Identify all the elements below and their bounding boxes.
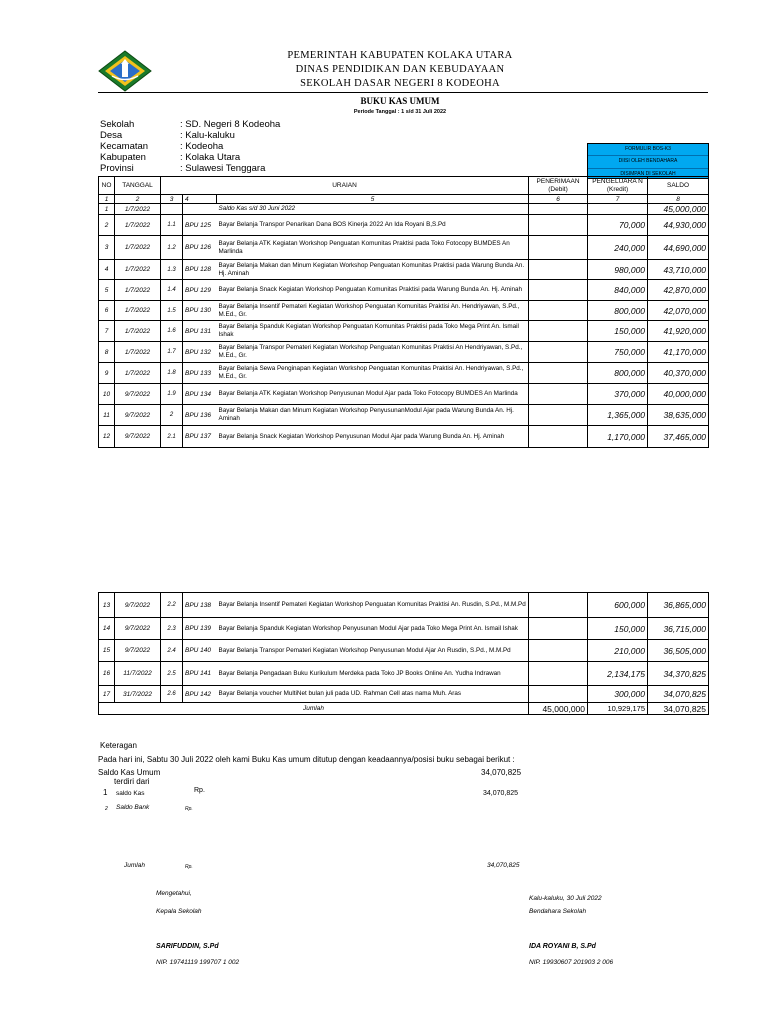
table-row [99, 301, 709, 321]
row-date: 1/7/2022 [115, 280, 161, 301]
table-row [99, 236, 709, 260]
row-number: 8 [99, 342, 115, 363]
mengetahui-label: Mengetahui, [156, 890, 192, 897]
col-header-saldo: SALDO [648, 177, 709, 195]
table-row [99, 686, 709, 703]
header-government: PEMERINTAH KABUPATEN KOLAKA UTARA [287, 50, 513, 61]
column-number-row [99, 195, 709, 204]
jumlah-value: 34,070,825 [487, 862, 520, 869]
row-date: 9/7/2022 [115, 384, 161, 405]
row-voucher: BPU 126 [183, 236, 217, 260]
row-debit [529, 384, 588, 405]
row-credit: 1,365,000 [588, 405, 648, 426]
row-voucher: BPU 142 [183, 686, 217, 703]
row-debit [529, 204, 588, 215]
row-description: Bayar Belanja Makan dan Minum Kegiatan Workshop PenyusunanModul Ajar pada Warung Bunda An. Hj. Aminah [217, 405, 529, 426]
row-debit [529, 280, 588, 301]
row-credit: 750,000 [588, 342, 648, 363]
item1-value: 34,070,825 [483, 790, 519, 797]
row-date: 1/7/2022 [115, 301, 161, 321]
row-date: 1/7/2022 [115, 363, 161, 384]
table-row [99, 405, 709, 426]
info-sekolah: Sekolah : SD. Negeri 8 Kodeoha [100, 119, 281, 130]
table-row [99, 426, 709, 448]
col-number: 4 [183, 195, 217, 204]
row-account-code: 2.5 [161, 662, 183, 686]
form-stored-at: DISIMPAN DI SEKOLAH [620, 170, 676, 177]
row-balance: 44,690,000 [648, 236, 709, 260]
row-description: Bayar Belanja ATK Kegiatan Workshop Penyusunan Modul Ajar pada Toko Fotocopy BUMDES An Marlinda [217, 384, 529, 405]
row-balance: 45,000,000 [648, 204, 709, 215]
period-label: Periode Tanggal : 1 s/d 31 Juli 2022 [353, 109, 447, 115]
row-number: 11 [99, 405, 115, 426]
col-header-uraian: URAIAN [161, 177, 529, 195]
row-date: 9/7/2022 [115, 640, 161, 662]
row-credit: 300,000 [588, 686, 648, 703]
row-voucher [183, 204, 217, 215]
row-balance: 34,370,825 [648, 662, 709, 686]
row-account-code: 1.5 [161, 301, 183, 321]
row-credit: 150,000 [588, 618, 648, 640]
row-balance: 41,170,000 [648, 342, 709, 363]
row-debit [529, 405, 588, 426]
row-balance: 40,000,000 [648, 384, 709, 405]
row-number: 5 [99, 280, 115, 301]
row-balance: 42,070,000 [648, 301, 709, 321]
header-department: DINAS PENDIDIKAN DAN KEBUDAYAAN [295, 64, 505, 75]
info-provinsi: Provinsi : Sulawesi Tenggara [100, 163, 266, 174]
info-kabupaten: Kabupaten : Kolaka Utara [100, 152, 241, 163]
row-number: 14 [99, 618, 115, 640]
form-filled-by: DIISI OLEH BENDAHARA [588, 156, 708, 168]
row-balance: 36,715,000 [648, 618, 709, 640]
col-number: 8 [648, 195, 709, 204]
col-number: 3 [161, 195, 183, 204]
table-row [99, 618, 709, 640]
table-row [99, 215, 709, 236]
document-title: BUKU KAS UMUM [360, 96, 440, 106]
row-balance: 43,710,000 [648, 260, 709, 280]
info-kecamatan: Kecamatan : Kodeoha [100, 141, 224, 152]
row-debit [529, 260, 588, 280]
table-row [99, 321, 709, 342]
table-header-row [99, 177, 709, 195]
row-balance: 36,505,000 [648, 640, 709, 662]
table-row [99, 384, 709, 405]
row-number: 4 [99, 260, 115, 280]
col-header-tanggal: TANGGAL [115, 177, 161, 195]
item2-label: Saldo Bank [116, 804, 150, 811]
row-balance: 42,870,000 [648, 280, 709, 301]
col-number: 7 [588, 195, 648, 204]
row-description: Bayar Belanja voucher MultiNet bulan juli pada UD. Rahman Cell atas nama Muh. Aras [217, 686, 529, 703]
table-row [99, 640, 709, 662]
row-date: 9/7/2022 [115, 593, 161, 618]
jumlah-currency: Rp. [185, 864, 193, 870]
row-account-code: 1.3 [161, 260, 183, 280]
row-credit: 70,000 [588, 215, 648, 236]
row-description: Bayar Belanja Transpor Penarikan Dana BOS Kinerja 2022 An Ida Royani B,S.Pd [217, 215, 529, 236]
row-description: Bayar Belanja Sewa Penginapan Kegiatan Workshop Penguatan Komunitas Praktisi An. Hendriyawan, S.Pd., M.Ed., Gr. [217, 363, 529, 384]
row-account-code: 1.9 [161, 384, 183, 405]
row-balance: 41,920,000 [648, 321, 709, 342]
row-number: 1 [99, 204, 115, 215]
row-voucher: BPU 131 [183, 321, 217, 342]
col-number: 2 [115, 195, 161, 204]
row-debit [529, 662, 588, 686]
row-date: 1/7/2022 [115, 342, 161, 363]
row-description: Saldo Kas s/d 30 Juni 2022 [217, 204, 529, 215]
row-account-code: 2.3 [161, 618, 183, 640]
row-balance: 38,635,000 [648, 405, 709, 426]
row-debit [529, 215, 588, 236]
headmaster-name: SARIFUDDIN, S.Pd [156, 943, 219, 950]
cash-book-table [98, 176, 709, 448]
row-account-code: 1.8 [161, 363, 183, 384]
row-description: Bayar Belanja Insentif Pemateri Kegiatan Workshop Penguatan Komunitas Praktisi An. Hendriyawan, S.Pd., M.Ed., Gr. [217, 301, 529, 321]
row-credit: 210,000 [588, 640, 648, 662]
row-debit [529, 301, 588, 321]
row-voucher: BPU 128 [183, 260, 217, 280]
row-number: 12 [99, 426, 115, 448]
saldo-kas-umum-value: 34,070,825 [481, 768, 522, 777]
table-row [99, 593, 709, 618]
row-credit: 800,000 [588, 301, 648, 321]
table-row [99, 363, 709, 384]
total-row [99, 703, 709, 715]
row-credit: 150,000 [588, 321, 648, 342]
item1-number: 1 [103, 788, 108, 797]
treasurer-name: IDA ROYANI B, S.Pd [529, 943, 596, 950]
row-number: 16 [99, 662, 115, 686]
row-debit [529, 686, 588, 703]
row-number: 7 [99, 321, 115, 342]
row-credit: 370,000 [588, 384, 648, 405]
terdiri-dari: terdiri dari [114, 777, 150, 786]
row-account-code: 1.6 [161, 321, 183, 342]
item2-currency: Rp. [185, 806, 193, 812]
row-account-code: 2.6 [161, 686, 183, 703]
col-header-no: NO [99, 177, 115, 195]
form-code: FORMULIR BOS-K3 [588, 144, 708, 156]
row-date: 9/7/2022 [115, 405, 161, 426]
row-voucher: BPU 130 [183, 301, 217, 321]
row-date: 11/7/2022 [115, 662, 161, 686]
row-credit: 240,000 [588, 236, 648, 260]
row-balance: 36,865,000 [648, 593, 709, 618]
place-date: Kalu-kaluku, 30 Juli 2022 [529, 895, 602, 902]
header-divider [98, 92, 708, 93]
row-number: 17 [99, 686, 115, 703]
row-account-code: 1.2 [161, 236, 183, 260]
row-date: 9/7/2022 [115, 426, 161, 448]
item2-number: 2 [105, 806, 108, 812]
total-penerimaan: 45,000,000 [529, 703, 588, 715]
treasurer-nip: NIP. 19930607 201903 2 006 [529, 959, 614, 966]
row-date: 1/7/2022 [115, 204, 161, 215]
row-number: 15 [99, 640, 115, 662]
row-voucher: BPU 140 [183, 640, 217, 662]
row-description: Bayar Belanja Makan dan Minum Kegiatan Workshop Penguatan Komunitas Praktisi pada Warung Bunda An. Hj. Aminah [217, 260, 529, 280]
row-balance: 40,370,000 [648, 363, 709, 384]
row-voucher: BPU 141 [183, 662, 217, 686]
row-number: 3 [99, 236, 115, 260]
cash-book-table-continued [98, 592, 709, 715]
row-voucher: BPU 137 [183, 426, 217, 448]
row-voucher: BPU 132 [183, 342, 217, 363]
row-debit [529, 363, 588, 384]
row-debit [529, 342, 588, 363]
kolaka-utara-emblem [98, 50, 152, 92]
row-account-code [161, 204, 183, 215]
table-row [99, 204, 709, 215]
form-box [587, 143, 709, 179]
row-description: Bayar Belanja Insentif Pemateri Kegiatan Workshop Penguatan Komunitas Praktisi An. Rusdin, S.Pd., M.M.Pd [217, 593, 529, 618]
row-debit [529, 426, 588, 448]
table-row [99, 260, 709, 280]
row-voucher: BPU 134 [183, 384, 217, 405]
row-number: 13 [99, 593, 115, 618]
row-credit: 980,000 [588, 260, 648, 280]
saldo-kas-umum-label: Saldo Kas Umum [98, 768, 161, 777]
row-number: 10 [99, 384, 115, 405]
row-voucher: BPU 133 [183, 363, 217, 384]
row-account-code: 1.1 [161, 215, 183, 236]
row-debit [529, 618, 588, 640]
row-voucher: BPU 129 [183, 280, 217, 301]
info-desa: Desa : Kalu-kaluku [100, 130, 235, 141]
row-balance: 34,070,825 [648, 686, 709, 703]
item1-currency: Rp. [194, 787, 205, 794]
row-balance: 37,465,000 [648, 426, 709, 448]
row-account-code: 2.4 [161, 640, 183, 662]
table-row [99, 342, 709, 363]
row-description: Bayar Belanja Snack Kegiatan Workshop Penyusunan Modul Ajar pada Warung Bunda An. Hj. Aminah [217, 426, 529, 448]
row-credit: 1,170,000 [588, 426, 648, 448]
row-debit [529, 593, 588, 618]
row-account-code: 1.7 [161, 342, 183, 363]
row-voucher: BPU 125 [183, 215, 217, 236]
row-number: 2 [99, 215, 115, 236]
row-date: 1/7/2022 [115, 215, 161, 236]
col-header-pengeluaran: PENGELUARA N (Kredit) [588, 177, 648, 195]
row-credit: 600,000 [588, 593, 648, 618]
row-voucher: BPU 139 [183, 618, 217, 640]
row-account-code: 1.4 [161, 280, 183, 301]
total-label: Jumlah [99, 703, 529, 715]
jumlah-label: Jumlah [124, 862, 145, 869]
row-voucher: BPU 136 [183, 405, 217, 426]
row-credit: 2,134,175 [588, 662, 648, 686]
row-account-code: 2 [161, 405, 183, 426]
row-account-code: 2.1 [161, 426, 183, 448]
total-saldo: 34,070,825 [648, 703, 709, 715]
row-credit: 840,000 [588, 280, 648, 301]
header-school: SEKOLAH DASAR NEGERI 8 KODEOHA [300, 78, 500, 89]
row-description: Bayar Belanja Spanduk Kegiatan Workshop Penguatan Komunitas Praktisi pada Toko Mega Print An. Ismail Ishak [217, 321, 529, 342]
table-row [99, 280, 709, 301]
col-number: 6 [529, 195, 588, 204]
row-description: Bayar Belanja Transpor Pemateri Kegiatan Workshop Penyusunan Modul Ajar An Rusdin, S.Pd., M.M.Pd [217, 640, 529, 662]
row-description: Bayar Belanja Transpor Pemateri Kegiatan Workshop Penguatan Komunitas Praktisi An Hendriyawan, S.Pd., M.Ed., Gr. [217, 342, 529, 363]
row-date: 1/7/2022 [115, 321, 161, 342]
row-description: Bayar Belanja ATK Kegiatan Workshop Penguatan Komunitas Praktisi pada Toko Fotocopy BUMDES An Marlinda [217, 236, 529, 260]
row-date: 1/7/2022 [115, 260, 161, 280]
row-number: 9 [99, 363, 115, 384]
row-debit [529, 640, 588, 662]
bendahara-label: Bendahara Sekolah [529, 908, 587, 915]
row-description: Bayar Belanja Spanduk Kegiatan Workshop Penyusunan Modul Ajar pada Toko Mega Print An. Ismail Ishak [217, 618, 529, 640]
row-voucher: BPU 138 [183, 593, 217, 618]
row-description: Bayar Belanja Snack Kegiatan Workshop Penguatan Komunitas Praktisi pada Warung Bunda An. Hj. Aminah [217, 280, 529, 301]
closing-statement: Pada hari ini, Sabtu 30 Juli 2022 oleh kami Buku Kas umum ditutup dengan keadaannya/posisi buku sebagai berikut : [98, 755, 515, 764]
headmaster-nip: NIP. 19741119 199707 1 002 [156, 959, 240, 966]
col-header-penerimaan: PENERIMAAN (Debit) [529, 177, 588, 195]
row-date: 31/7/2022 [115, 686, 161, 703]
row-date: 9/7/2022 [115, 618, 161, 640]
row-credit [588, 204, 648, 215]
row-number: 6 [99, 301, 115, 321]
row-description: Bayar Belanja Pengadaan Buku Kurikulum Merdeka pada Toko JP Books Online An. Yudha Indrawan [217, 662, 529, 686]
col-number: 5 [217, 195, 529, 204]
table-row [99, 662, 709, 686]
row-credit: 800,000 [588, 363, 648, 384]
row-debit [529, 236, 588, 260]
kepala-sekolah-label: Kepala Sekolah [156, 908, 202, 915]
item1-label: saldo Kas [116, 790, 145, 797]
keterangan-title: Keteragan [100, 741, 137, 750]
row-date: 1/7/2022 [115, 236, 161, 260]
row-debit [529, 321, 588, 342]
col-number: 1 [99, 195, 115, 204]
total-pengeluaran: 10,929,175 [588, 703, 648, 715]
row-balance: 44,930,000 [648, 215, 709, 236]
row-account-code: 2.2 [161, 593, 183, 618]
